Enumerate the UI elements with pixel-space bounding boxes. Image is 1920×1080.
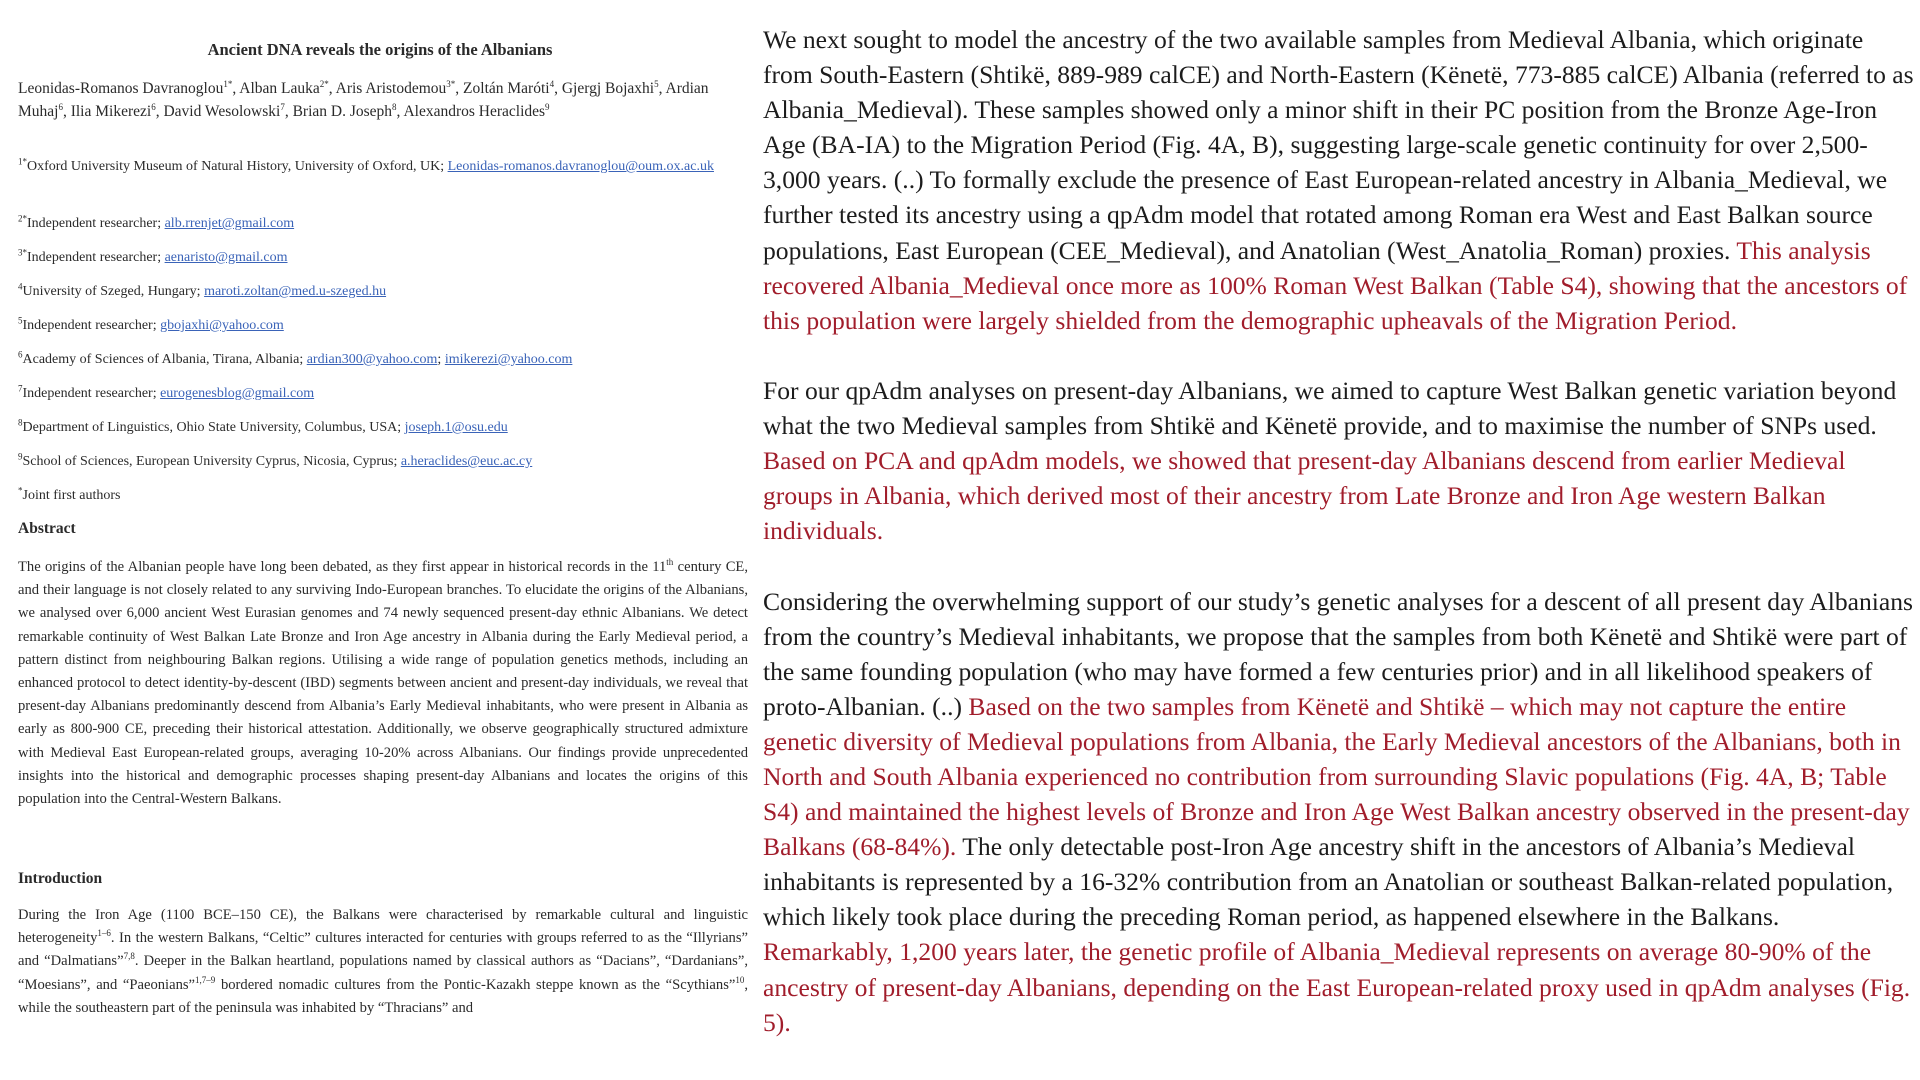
quoted-excerpt [763,22,1915,1075]
email-link[interactable]: a.heraclides@euc.ac.cy [400,454,533,469]
affiliation: $^{2*}$Independent researcher; alb.rrenjet@gmail.com [18,213,295,231]
author: Ilia Mikerezi$^6$, [70,101,164,120]
author: Ardian Muhaj$^6$, [18,80,709,120]
affiliation: $^6$Academy of Sciences of Albania, Tirana, Albania; ardian300@yahoo.com; imikerezi@yahoo.com [18,349,573,367]
author: Brian D. Joseph$^8$, [292,101,404,120]
paper-title: Ancient DNA reveals the origins of the Albanians [207,40,553,59]
author: Zoltán Maróti$^4$, [463,78,562,97]
author: David Wesolowski$^7$, [163,101,293,120]
affiliation: $^{3*}$Independent researcher; aenaristo@gmail.com [18,247,288,265]
email-link[interactable]: gbojaxhi@yahoo.com [160,318,284,333]
email-link[interactable]: Leonidas-romanos.davranoglou@oum.ox.ac.uk [447,159,714,174]
email-link[interactable]: eurogenesblog@gmail.com [160,386,315,401]
highlighted-text: Remarkably, 1,200 years later, the genetic profile of Albania_Medieval represents on average 80-90% of the ancestry of present-day Albanians, depending on the East European-related proxy used in qpAdm analyses (Fig. 5). [763,937,1911,1037]
affiliation: $^9$School of Sciences, European University Cyprus, Nicosia, Cyprus; a.heraclides@euc.ac.cy [18,451,533,469]
highlighted-text: Based on PCA and qpAdm models, we showed that present-day Albanians descend from earlier Medieval groups in Albania, which derived most of their ancestry from Late Bronze and Iron Age western Balkan individuals. [763,446,1846,546]
author: Aris Aristodemou$^{3*}$, [335,78,464,97]
introduction-heading: Introduction [18,870,103,887]
affiliation: $^4$University of Szeged, Hungary; maroti.zoltan@med.u-szeged.hu [18,281,387,299]
paper-page [0,0,760,1080]
email-link[interactable]: imikerezi@yahoo.com [444,352,573,367]
author: Gjergj Bojaxhi$^5$, [561,78,666,97]
email-link[interactable]: ardian300@yahoo.com [306,352,438,367]
author: Leonidas-Romanos Davranoglou$^{1*}$, [18,78,240,97]
excerpt-paragraph: For our qpAdm analyses on present-day Albanians, we aimed to capture West Balkan genetic variation beyond what the two Medieval samples from Shtikë and Kënetë provide, and to maximise the number of SNPs used. Based on PCA and qpAdm models, we showed that present-day Albanians descend from earlier Medieval groups in Albania, which derived most of their ancestry from Late Bronze and Iron Age western Balkan individuals. [763,375,1897,546]
author: Alban Lauka$^{2*}$, [239,78,336,97]
introduction-text: During the Iron Age (1100 BCE–150 CE), the Balkans were characterised by remarkable cultural and linguistic heterogeneity$^{1-6}$. In the western Balkans, “Celtic” cultures interacted for centuries with groups referred to as the “Illyrians” and “Dalmatians”$^{7,8}$. Deeper in the Balkan heartland, populations named by classical authors as “Dacians”, “Dardanians”, “Moesians”, and “Paeonians”$^{1,7-9}$ bordered nomadic cultures from the Pontic-Kazakh steppe known as the “Scythians”$^{10}$, while the southeastern part of the peninsula was inhabited by “Thracians” and [18,907,749,1016]
affiliation: $^{1*}$Oxford University Museum of Natural History, University of Oxford, UK; Leonidas-romanos.davranoglou@oum.ox.ac.uk [18,156,714,174]
excerpt-paragraph: Considering the overwhelming support of our study’s genetic analyses for a descent of all present day Albanians from the country’s Medieval inhabitants, we propose that the samples from both Kënetë and Shtikë were part of the same founding population (who may have formed a few centuries prior) and in all likelihood speakers of proto-Albanian. (..) Based on the two samples from Kënetë and Shtikë – which may not capture the entire genetic diversity of Medieval populations from Albania, the Early Medieval ancestors of the Albanians, both in North and South Albania experienced no contribution from surrounding Slavic populations (Fig. 4A, B; Table S4) and maintained the highest levels of Bronze and Iron Age West Balkan ancestry observed in the present-day Balkans (68-84%). The only detectable post-Iron Age ancestry shift in the ancestors of Albania’s Medieval inhabitants is represented by a 16-32% contribution from an Anatolian or southeast Balkan-related population, which likely took place during the preceding Roman period, as happened elsewhere in the Balkans. Remarkably, 1,200 years later, the genetic profile of Albania_Medieval represents on average 80-90% of the ancestry of present-day Albanians, depending on the East European-related proxy used in qpAdm analyses (Fig. 5). [763,586,1914,1037]
author: Alexandros Heraclides$^9$ [403,101,550,120]
abstract-heading: Abstract [18,520,76,537]
excerpt-paragraph: We next sought to model the ancestry of the two available samples from Medieval Albania, which originate from South-Eastern (Shtikë, 889-989 calCE) and North-Eastern (Kënetë, 773-885 calCE) Albania (referred to as Albania_Medieval). These samples showed only a minor shift in their PC position from the Bronze Age-Iron Age (BA-IA) to the Migration Period (Fig. 4A, B), suggesting large-scale genetic continuity for over 2,500-3,000 years. (..) To formally exclude the presence of East European-related ancestry in Albania_Medieval, we further tested its ancestry using a qpAdm model that rotated among Roman era West and East Balkan source populations, East European (CEE_Medieval), and Anatolian (West_Anatolia_Roman) proxies. This analysis recovered Albania_Medieval once more as 100% Roman West Balkan (Table S4), showing that the ancestors of this population were largely shielded from the demographic upheavals of the Migration Period. [763,25,1914,335]
affiliation: $^7$Independent researcher; eurogenesblog@gmail.com [18,383,315,401]
email-link[interactable]: joseph.1@osu.edu [404,420,508,435]
highlighted-text: This analysis recovered Albania_Medieval once more as 100% Roman West Balkan (Table S4), showing that the ancestors of this population were largely shielded from the demographic upheavals of the Migration Period. [763,235,1908,335]
email-link[interactable]: maroti.zoltan@med.u-szeged.hu [204,284,387,299]
affiliation: *Joint first authors [18,485,121,503]
author-list [18,77,738,123]
highlighted-text: Based on the two samples from Kënetë and Shtikë – which may not capture the entire genetic diversity of Medieval populations from Albania, the Early Medieval ancestors of the Albanians, both in North and South Albania experienced no contribution from surrounding Slavic populations (Fig. 4A, B; Table S4) and maintained the highest levels of Bronze and Iron Age West Balkan ancestry observed in the present-day Balkans (68-84%). [763,691,1910,862]
email-link[interactable]: alb.rrenjet@gmail.com [164,216,295,231]
email-link[interactable]: aenaristo@gmail.com [164,250,288,265]
affiliation: $^8$Department of Linguistics, Ohio State University, Columbus, USA; joseph.1@osu.edu [18,417,508,435]
abstract-text: The origins of the Albanian people have long been debated, as they first appear in historical records in the 11th century CE, and their language is not closely related to any surviving Indo-European branches. To elucidate the origins of the Albanians, we analysed over 6,000 ancient West Eurasian genomes and 74 newly sequenced present-day ethnic Albanians. We detect remarkable continuity of West Balkan Late Bronze and Iron Age ancestry in Albania during the Early Medieval period, a pattern distinct from neighbouring Balkan regions. Utilising a wide range of population genetics methods, including an enhanced protocol to detect identity-by-descent (IBD) segments between ancient and present-day individuals, we reveal that present-day Albanians predominantly descend from Albania’s Early Medieval inhabitants, who were present in Albania as early as 800-900 CE, preceding their historical attestation. Additionally, we observe geographically structured admixture with Medieval East European-related groups, averaging 10-20% across Albanians. Our findings provide unprecedented insights into the historical and demographic processes shaping present-day Albanians and locates the origins of this population into the Central-Western Balkans. [18,557,748,808]
affiliation: $^5$Independent researcher; gbojaxhi@yahoo.com [18,315,284,333]
